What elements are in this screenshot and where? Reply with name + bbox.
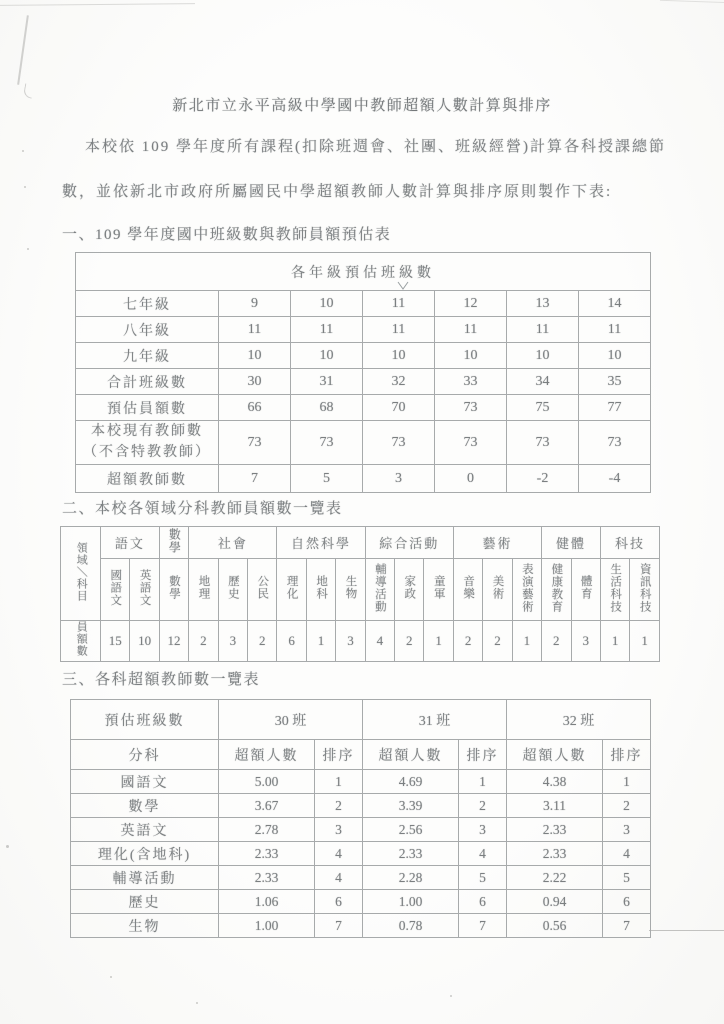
scan-artifact-dot bbox=[196, 1002, 198, 1004]
subject-label: 生物 bbox=[344, 575, 357, 600]
scan-artifact-diagonal bbox=[17, 15, 28, 85]
subject-label: 英語文 bbox=[138, 568, 151, 607]
header-cell: 超額人數 bbox=[507, 740, 603, 770]
table-row bbox=[76, 465, 651, 493]
cell: 32 bbox=[363, 369, 435, 395]
class-count-header: 31 班 bbox=[363, 700, 507, 740]
corner-cell bbox=[61, 527, 101, 621]
subject-header bbox=[395, 559, 424, 621]
row-label: 七年級 bbox=[76, 291, 219, 317]
subject-label: 輔導活動 bbox=[373, 562, 386, 613]
subject-label: 體育 bbox=[579, 575, 592, 600]
scan-artifact-dot bbox=[450, 995, 452, 997]
corner-label: 領域＼科目 bbox=[75, 541, 88, 602]
cell: 0.94 bbox=[507, 890, 603, 914]
cell: 31 bbox=[291, 369, 363, 395]
header-cell: 超額人數 bbox=[363, 740, 459, 770]
cell: 2 bbox=[248, 621, 277, 662]
row-label: 超額教師數 bbox=[76, 465, 219, 493]
cell: 10 bbox=[579, 343, 651, 369]
cell: 4 bbox=[315, 842, 363, 866]
table-row bbox=[76, 369, 651, 395]
table-row bbox=[61, 559, 660, 621]
cell: 1.00 bbox=[219, 914, 315, 938]
cell: 33 bbox=[435, 369, 507, 395]
cell: 73 bbox=[507, 421, 579, 465]
cell: 34 bbox=[507, 369, 579, 395]
subject-header bbox=[600, 559, 629, 621]
cell: 10 bbox=[130, 621, 159, 662]
subject-label: 童軍 bbox=[432, 575, 445, 600]
cell: 3 bbox=[363, 465, 435, 493]
table-row bbox=[76, 317, 651, 343]
cell: 3 bbox=[336, 621, 365, 662]
cell: 2 bbox=[483, 621, 512, 662]
group-header: 自然科學 bbox=[277, 527, 365, 559]
header-cell: 排序 bbox=[603, 740, 651, 770]
cell: 77 bbox=[579, 395, 651, 421]
row-label bbox=[76, 421, 219, 465]
cell: 2 bbox=[459, 794, 507, 818]
scan-artifact-dot bbox=[6, 845, 9, 848]
cell: 0.56 bbox=[507, 914, 603, 938]
row-label: 預估員額數 bbox=[76, 395, 219, 421]
cell: 73 bbox=[579, 421, 651, 465]
group-header: 語文 bbox=[101, 527, 160, 559]
cell: 66 bbox=[219, 395, 291, 421]
subject-header bbox=[306, 559, 335, 621]
cell: 2.78 bbox=[219, 818, 315, 842]
cell: 2.33 bbox=[219, 866, 315, 890]
row-label: 八年級 bbox=[76, 317, 219, 343]
cell: 2 bbox=[189, 621, 218, 662]
cell: 3 bbox=[459, 818, 507, 842]
cell: 75 bbox=[507, 395, 579, 421]
subject-label: 表演藝術 bbox=[520, 562, 533, 613]
cell: 1.06 bbox=[219, 890, 315, 914]
intro-line-2: 數，並依新北市政府所屬國民中學超額教師人數計算與排序原則製作下表: bbox=[62, 184, 613, 200]
subject-label: 國語文 bbox=[109, 568, 122, 607]
cell: -2 bbox=[507, 465, 579, 493]
table-row bbox=[71, 890, 651, 914]
group-header: 社會 bbox=[189, 527, 277, 559]
cell: 9 bbox=[219, 291, 291, 317]
cell: 73 bbox=[219, 421, 291, 465]
subject-header bbox=[483, 559, 512, 621]
table-row bbox=[71, 770, 651, 794]
cell: 2 bbox=[603, 794, 651, 818]
subject-header bbox=[512, 559, 541, 621]
table-row bbox=[71, 740, 651, 770]
subject-header bbox=[630, 559, 660, 621]
cell: 0.78 bbox=[363, 914, 459, 938]
cell: 5.00 bbox=[219, 770, 315, 794]
class-count-header: 32 班 bbox=[507, 700, 651, 740]
cell: 10 bbox=[507, 343, 579, 369]
subject-label: 理化 bbox=[285, 575, 298, 600]
cell: 4 bbox=[459, 842, 507, 866]
cell: 1 bbox=[512, 621, 541, 662]
cell: 3.39 bbox=[363, 794, 459, 818]
section-3-heading: 三、各科超額教師數一覽表 bbox=[62, 672, 261, 688]
cell: 3 bbox=[315, 818, 363, 842]
subject-header bbox=[424, 559, 453, 621]
cell: 1 bbox=[600, 621, 629, 662]
row-label: 九年級 bbox=[76, 343, 219, 369]
cell: 30 bbox=[219, 369, 291, 395]
cell: 12 bbox=[159, 621, 188, 662]
subject-label: 生活科技 bbox=[609, 562, 622, 613]
row-label: 生物 bbox=[71, 914, 219, 938]
cell: 1 bbox=[424, 621, 453, 662]
cell: 2.33 bbox=[363, 842, 459, 866]
cell: 70 bbox=[363, 395, 435, 421]
table-row bbox=[71, 914, 651, 938]
subject-label: 音樂 bbox=[462, 575, 475, 600]
cell: 11 bbox=[363, 317, 435, 343]
cell: 0 bbox=[435, 465, 507, 493]
row-label: 理化(含地科) bbox=[71, 842, 219, 866]
table-row bbox=[61, 621, 660, 662]
row-label-line-2: （不含特教教師） bbox=[83, 444, 211, 460]
table-row bbox=[71, 842, 651, 866]
cell: 2.56 bbox=[363, 818, 459, 842]
cell: 7 bbox=[315, 914, 363, 938]
subject-header bbox=[453, 559, 482, 621]
cell: 5 bbox=[291, 465, 363, 493]
subject-label: 公民 bbox=[256, 575, 269, 600]
subject-header bbox=[130, 559, 159, 621]
cell: 6 bbox=[277, 621, 306, 662]
row-label: 數學 bbox=[71, 794, 219, 818]
cell: 15 bbox=[101, 621, 130, 662]
cell: 35 bbox=[579, 369, 651, 395]
cell: 2.33 bbox=[507, 842, 603, 866]
cell: 1 bbox=[459, 770, 507, 794]
cell: 10 bbox=[435, 343, 507, 369]
cell: 10 bbox=[291, 343, 363, 369]
row-label-lines bbox=[76, 422, 218, 463]
subject-label: 家政 bbox=[403, 575, 416, 600]
cell: 14 bbox=[579, 291, 651, 317]
header-cell: 超額人數 bbox=[219, 740, 315, 770]
table-row bbox=[71, 700, 651, 740]
cell: 2.28 bbox=[363, 866, 459, 890]
cell: 1 bbox=[306, 621, 335, 662]
subject-header bbox=[159, 559, 188, 621]
cell: 73 bbox=[291, 421, 363, 465]
table-row bbox=[71, 794, 651, 818]
cell: 7 bbox=[603, 914, 651, 938]
group-header: 健體 bbox=[542, 527, 601, 559]
cell: 12 bbox=[435, 291, 507, 317]
cell: -4 bbox=[579, 465, 651, 493]
cell: 1 bbox=[603, 770, 651, 794]
cell: 73 bbox=[435, 395, 507, 421]
cell: 10 bbox=[219, 343, 291, 369]
header-cell: 分科 bbox=[71, 740, 219, 770]
cell: 6 bbox=[603, 890, 651, 914]
row-label-line-1: 本校現有教師數 bbox=[91, 424, 203, 440]
table-row bbox=[76, 253, 651, 291]
subject-label: 數學 bbox=[168, 575, 181, 600]
cell: 3.67 bbox=[219, 794, 315, 818]
subject-header bbox=[277, 559, 306, 621]
scan-artifact-bottom-line bbox=[649, 930, 724, 931]
header-cell: 排序 bbox=[315, 740, 363, 770]
cell: 73 bbox=[363, 421, 435, 465]
row-label: 歷史 bbox=[71, 890, 219, 914]
row-label: 英語文 bbox=[71, 818, 219, 842]
cell: 3 bbox=[603, 818, 651, 842]
subject-header bbox=[218, 559, 247, 621]
surplus-ranking-table bbox=[70, 699, 651, 938]
cell: 6 bbox=[459, 890, 507, 914]
cell: 5 bbox=[603, 866, 651, 890]
section-1-heading: 一、109 學年度國中班級數與教師員額預估表 bbox=[62, 227, 392, 243]
subject-label: 歷史 bbox=[226, 575, 239, 600]
group-header bbox=[159, 527, 188, 559]
cell: 10 bbox=[363, 343, 435, 369]
cell: 7 bbox=[219, 465, 291, 493]
table-row bbox=[71, 818, 651, 842]
subject-header bbox=[336, 559, 365, 621]
scan-artifact-dot bbox=[110, 976, 112, 978]
table-row bbox=[76, 395, 651, 421]
cell: 6 bbox=[315, 890, 363, 914]
cell: 13 bbox=[507, 291, 579, 317]
subject-header bbox=[189, 559, 218, 621]
cell: 5 bbox=[459, 866, 507, 890]
cell: 4 bbox=[603, 842, 651, 866]
cell: 11 bbox=[219, 317, 291, 343]
subject-header bbox=[101, 559, 130, 621]
cell: 73 bbox=[435, 421, 507, 465]
scan-artifact-top-line bbox=[0, 3, 195, 6]
cell: 3.11 bbox=[507, 794, 603, 818]
cell: 2 bbox=[542, 621, 571, 662]
table-row bbox=[71, 866, 651, 890]
cell: 2.33 bbox=[507, 818, 603, 842]
cell: 2 bbox=[453, 621, 482, 662]
subject-header bbox=[571, 559, 600, 621]
cell: 11 bbox=[291, 317, 363, 343]
subject-label: 地理 bbox=[197, 575, 210, 600]
row-label: 輔導活動 bbox=[71, 866, 219, 890]
subject-header bbox=[248, 559, 277, 621]
cell: 4.69 bbox=[363, 770, 459, 794]
table-row bbox=[76, 291, 651, 317]
cell: 3 bbox=[218, 621, 247, 662]
subject-header bbox=[542, 559, 571, 621]
table-row bbox=[61, 527, 660, 559]
row-label-text: 員額數 bbox=[75, 621, 88, 657]
group-label: 數學 bbox=[167, 527, 182, 554]
cell: 4.38 bbox=[507, 770, 603, 794]
scan-artifact-dot bbox=[27, 248, 29, 250]
cell: 2 bbox=[315, 794, 363, 818]
cell: 1 bbox=[630, 621, 660, 662]
cell: 2.22 bbox=[507, 866, 603, 890]
row-label bbox=[61, 621, 101, 662]
row-label: 國語文 bbox=[71, 770, 219, 794]
scan-artifact-topright-line bbox=[660, 0, 724, 3]
header-cell: 預估班級數 bbox=[71, 700, 219, 740]
table-row bbox=[76, 421, 651, 465]
subject-header bbox=[365, 559, 394, 621]
subject-label: 地科 bbox=[315, 575, 328, 600]
cell: 3 bbox=[571, 621, 600, 662]
subject-label: 資訊科技 bbox=[638, 562, 651, 613]
group-header: 藝術 bbox=[453, 527, 541, 559]
section-2-heading: 二、本校各領域分科教師員額數一覽表 bbox=[62, 501, 343, 517]
group-header: 科技 bbox=[600, 527, 659, 559]
page-title: 新北市立永平高級中學國中教師超額人數計算與排序 bbox=[172, 98, 552, 114]
cell: 11 bbox=[507, 317, 579, 343]
table-row bbox=[76, 343, 651, 369]
cell: 4 bbox=[315, 866, 363, 890]
row-label: 合計班級數 bbox=[76, 369, 219, 395]
table-header-cell: 各年級預估班級數 bbox=[76, 253, 651, 291]
cell: 7 bbox=[459, 914, 507, 938]
cell: 11 bbox=[363, 291, 435, 317]
subject-label: 美術 bbox=[491, 575, 504, 600]
cell: 1 bbox=[315, 770, 363, 794]
header-cell: 排序 bbox=[459, 740, 507, 770]
scan-artifact-dot bbox=[24, 186, 26, 188]
group-header: 綜合活動 bbox=[365, 527, 453, 559]
cell: 2 bbox=[395, 621, 424, 662]
subject-label: 健康教育 bbox=[550, 562, 563, 613]
cell: 68 bbox=[291, 395, 363, 421]
class-count-header: 30 班 bbox=[219, 700, 363, 740]
cell: 11 bbox=[579, 317, 651, 343]
cell: 2.33 bbox=[219, 842, 315, 866]
intro-line-1: 本校依 109 學年度所有課程(扣除班週會、社團、班級經營)計算各科授課總節 bbox=[85, 139, 666, 155]
staff-allocation-table bbox=[60, 526, 660, 662]
cell: 4 bbox=[365, 621, 394, 662]
cell: 1.00 bbox=[363, 890, 459, 914]
cell: 11 bbox=[435, 317, 507, 343]
scan-artifact-dot bbox=[22, 150, 24, 152]
cell: 10 bbox=[291, 291, 363, 317]
class-estimate-table bbox=[75, 252, 651, 493]
